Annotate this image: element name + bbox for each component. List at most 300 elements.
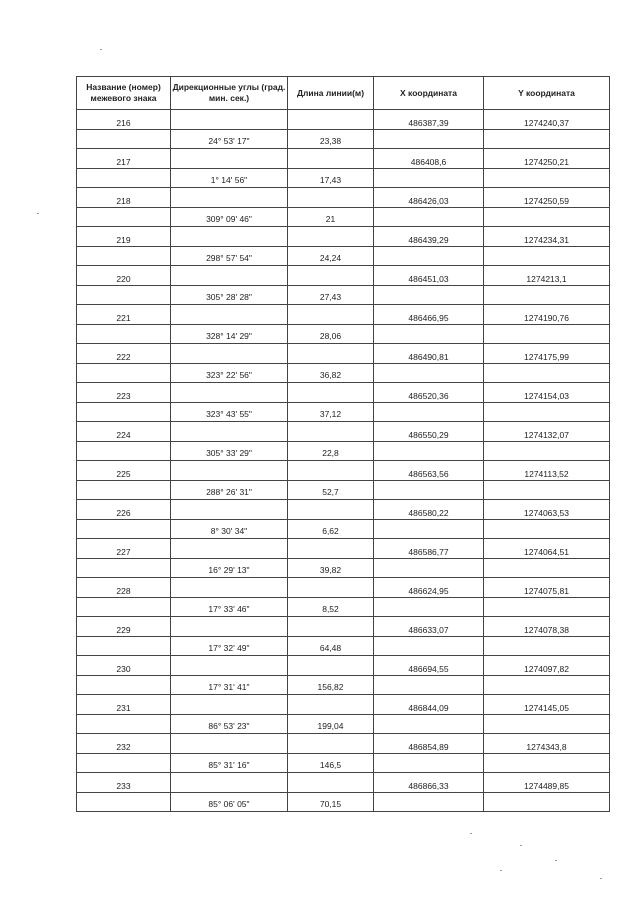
empty-x-cell [374,402,484,422]
point-name-cell [77,461,171,481]
empty-length-cell [288,149,374,169]
empty-name-cell [77,480,171,500]
point-row [77,578,610,598]
line-length: 52,7 [322,486,339,497]
table-header-row [77,77,610,110]
scan-speck [500,870,502,871]
direction-angle-cell [171,519,288,539]
point-name-cell [77,188,171,208]
direction-angle: 86° 53' 23" [208,720,250,731]
empty-y-cell [484,285,610,305]
x-coordinate-cell [374,578,484,598]
point-name-cell [77,227,171,247]
empty-angle-cell [171,383,288,403]
empty-name-cell [77,753,171,773]
line-length-cell [288,714,374,734]
point-name-cell [77,578,171,598]
empty-x-cell [374,792,484,812]
empty-angle-cell [171,305,288,325]
y-coordinate: 1274213,1 [526,274,567,285]
y-coordinate: 1274250,21 [524,157,569,168]
point-name: 222 [116,352,131,363]
direction-angle: 323° 43' 55" [206,408,252,419]
empty-y-cell [484,519,610,539]
empty-angle-cell [171,500,288,520]
y-coordinate-cell [484,773,610,793]
scan-speck [470,833,472,834]
line-length-cell [288,168,374,188]
empty-length-cell [288,695,374,715]
point-row [77,773,610,793]
empty-y-cell [484,714,610,734]
point-row [77,149,610,169]
empty-angle-cell [171,266,288,286]
x-coordinate: 486550,29 [408,430,449,441]
x-coordinate: 486866,33 [408,781,449,792]
y-coordinate-cell [484,149,610,169]
empty-x-cell [374,441,484,461]
y-coordinate: 1274113,52 [524,469,569,480]
direction-angle-cell [171,285,288,305]
segment-row [77,558,610,578]
x-coordinate: 486439,29 [408,235,449,246]
empty-length-cell [288,617,374,637]
empty-angle-cell [171,773,288,793]
line-length-cell [288,324,374,344]
segment-row [77,636,610,656]
segment-row [77,792,610,812]
x-coordinate-cell [374,422,484,442]
direction-angle-cell [171,324,288,344]
scan-speck [37,213,39,214]
empty-x-cell [374,129,484,149]
line-length: 28,06 [319,330,342,341]
direction-angle-cell [171,558,288,578]
empty-x-cell [374,597,484,617]
line-length-cell [288,480,374,500]
y-coordinate-cell [484,227,610,247]
empty-x-cell [374,480,484,500]
x-coordinate: 486520,36 [408,391,449,402]
point-row [77,656,610,676]
line-length: 37,12 [319,408,342,419]
empty-x-cell [374,519,484,539]
empty-y-cell [484,246,610,266]
x-coordinate-cell [374,734,484,754]
empty-y-cell [484,636,610,656]
point-name: 230 [116,664,131,675]
direction-angle: 24° 53' 17" [208,135,250,146]
point-name-cell [77,110,171,130]
point-name-cell [77,734,171,754]
x-coordinate: 486563,56 [408,469,449,480]
y-coordinate-cell [484,305,610,325]
x-coordinate-cell [374,344,484,364]
direction-angle-cell [171,129,288,149]
y-coordinate: 1274234,31 [524,235,569,246]
empty-x-cell [374,675,484,695]
point-name-cell [77,344,171,364]
point-name: 225 [116,469,131,480]
x-coordinate: 486426,03 [408,196,449,207]
segment-row [77,324,610,344]
empty-y-cell [484,363,610,383]
y-coordinate: 1274075,81 [524,586,569,597]
segment-row [77,363,610,383]
line-length-cell [288,675,374,695]
segment-row [77,129,610,149]
y-coordinate: 1274250,59 [524,196,569,207]
point-name-cell [77,617,171,637]
empty-length-cell [288,227,374,247]
empty-name-cell [77,402,171,422]
direction-angle-cell [171,714,288,734]
x-coordinate: 486466,95 [408,313,449,324]
point-row [77,188,610,208]
point-row [77,500,610,520]
empty-name-cell [77,675,171,695]
empty-y-cell [484,753,610,773]
y-coordinate: 1274190,76 [524,313,569,324]
segment-row [77,246,610,266]
empty-length-cell [288,500,374,520]
empty-angle-cell [171,344,288,364]
empty-name-cell [77,597,171,617]
empty-length-cell [288,266,374,286]
direction-angle: 17° 33' 46" [208,603,250,614]
x-coordinate: 486854,89 [408,742,449,753]
direction-angle-cell [171,246,288,266]
y-coordinate: 1274489,85 [524,781,569,792]
y-coordinate: 1274175,99 [524,352,569,363]
x-coordinate: 486694,55 [408,664,449,675]
x-coordinate-cell [374,383,484,403]
point-name: 232 [116,742,131,753]
segment-row [77,168,610,188]
line-length-cell [288,753,374,773]
line-length: 27,43 [319,291,342,302]
empty-name-cell [77,207,171,227]
empty-length-cell [288,656,374,676]
scan-speck [600,878,602,879]
y-coordinate-cell [484,578,610,598]
x-coordinate: 486490,81 [408,352,449,363]
empty-name-cell [77,129,171,149]
y-coordinate-cell [484,656,610,676]
line-length: 39,82 [319,564,342,575]
empty-angle-cell [171,461,288,481]
point-row [77,110,610,130]
empty-x-cell [374,285,484,305]
x-coordinate: 486633,07 [408,625,449,636]
line-length-cell [288,207,374,227]
empty-x-cell [374,324,484,344]
direction-angle-cell [171,168,288,188]
direction-angle-cell [171,636,288,656]
line-length: 6,62 [322,525,339,536]
line-length-cell [288,792,374,812]
direction-angle-cell [171,792,288,812]
y-coordinate-cell [484,110,610,130]
point-row [77,305,610,325]
direction-angle: 288° 26' 31" [206,486,252,497]
empty-y-cell [484,558,610,578]
empty-y-cell [484,480,610,500]
y-coordinate-cell [484,422,610,442]
y-coordinate-cell [484,266,610,286]
y-coordinate: 1274154,03 [524,391,569,402]
segment-row [77,519,610,539]
empty-name-cell [77,324,171,344]
y-coordinate: 1274078,38 [524,625,569,636]
empty-x-cell [374,558,484,578]
empty-name-cell [77,441,171,461]
empty-length-cell [288,344,374,364]
empty-length-cell [288,578,374,598]
point-row [77,266,610,286]
line-length-cell [288,441,374,461]
empty-angle-cell [171,695,288,715]
segment-row [77,207,610,227]
empty-y-cell [484,792,610,812]
y-coordinate: 1274063,53 [524,508,569,519]
empty-length-cell [288,188,374,208]
y-coordinate-cell [484,344,610,364]
point-row [77,383,610,403]
point-name-cell [77,149,171,169]
header-x-coordinate: X координата [374,77,484,110]
segment-row [77,714,610,734]
empty-y-cell [484,207,610,227]
point-name: 220 [116,274,131,285]
empty-x-cell [374,714,484,734]
direction-angle-cell [171,597,288,617]
empty-y-cell [484,675,610,695]
x-coordinate-cell [374,110,484,130]
x-coordinate-cell [374,500,484,520]
empty-angle-cell [171,539,288,559]
point-name: 219 [116,235,131,246]
direction-angle-cell [171,675,288,695]
direction-angle-cell [171,207,288,227]
empty-angle-cell [171,149,288,169]
line-length: 64,48 [319,642,342,653]
point-row [77,695,610,715]
x-coordinate-cell [374,773,484,793]
segment-row [77,675,610,695]
empty-name-cell [77,714,171,734]
direction-angle-cell [171,402,288,422]
line-length: 146,5 [319,759,342,770]
point-name-cell [77,305,171,325]
point-name: 221 [116,313,131,324]
empty-angle-cell [171,188,288,208]
line-length: 156,82 [317,681,344,692]
empty-angle-cell [171,110,288,130]
empty-x-cell [374,246,484,266]
empty-angle-cell [171,578,288,598]
y-coordinate-cell [484,539,610,559]
segment-row [77,285,610,305]
empty-y-cell [484,441,610,461]
y-coordinate: 1274343,8 [526,742,567,753]
point-row [77,734,610,754]
point-name-cell [77,422,171,442]
empty-y-cell [484,168,610,188]
point-row [77,617,610,637]
x-coordinate-cell [374,656,484,676]
y-coordinate-cell [484,383,610,403]
empty-length-cell [288,383,374,403]
header-line-length: Длина линии(м) [288,77,374,110]
empty-x-cell [374,207,484,227]
point-row [77,539,610,559]
y-coordinate-cell [484,500,610,520]
empty-name-cell [77,519,171,539]
empty-x-cell [374,636,484,656]
empty-angle-cell [171,617,288,637]
direction-angle: 328° 14' 29" [206,330,252,341]
y-coordinate: 1274145,05 [524,703,569,714]
x-coordinate: 486408,6 [410,157,447,168]
header-direction-angle: Дирекционные углы (град. мин. сек.) [171,77,288,110]
y-coordinate-cell [484,617,610,637]
empty-angle-cell [171,734,288,754]
line-length: 36,82 [319,369,342,380]
empty-y-cell [484,597,610,617]
x-coordinate-cell [374,266,484,286]
direction-angle: 298° 57' 54" [206,252,252,263]
point-name-cell [77,500,171,520]
point-name-cell [77,773,171,793]
line-length: 70,15 [319,798,342,809]
line-length-cell [288,597,374,617]
empty-x-cell [374,168,484,188]
line-length: 8,52 [322,603,339,614]
y-coordinate-cell [484,188,610,208]
point-name-cell [77,695,171,715]
direction-angle: 323° 22' 56" [206,369,252,380]
point-name: 227 [116,547,131,558]
empty-y-cell [484,402,610,422]
direction-angle: 17° 32' 49" [208,642,250,653]
line-length: 23,38 [319,135,342,146]
empty-name-cell [77,792,171,812]
empty-length-cell [288,539,374,559]
line-length: 199,04 [317,720,344,731]
empty-length-cell [288,110,374,130]
empty-name-cell [77,246,171,266]
line-length-cell [288,558,374,578]
empty-name-cell [77,636,171,656]
line-length-cell [288,285,374,305]
segment-row [77,402,610,422]
x-coordinate: 486624,95 [408,586,449,597]
empty-angle-cell [171,422,288,442]
point-name: 228 [116,586,131,597]
segment-row [77,753,610,773]
line-length: 21 [325,213,336,224]
point-name: 224 [116,430,131,441]
direction-angle: 309° 09' 46" [206,213,252,224]
line-length-cell [288,402,374,422]
empty-name-cell [77,363,171,383]
point-name: 233 [116,781,131,792]
x-coordinate-cell [374,227,484,247]
empty-length-cell [288,305,374,325]
direction-angle: 85° 06' 05" [208,798,250,809]
line-length-cell [288,246,374,266]
point-name-cell [77,539,171,559]
direction-angle: 16° 29' 13" [208,564,250,575]
y-coordinate: 1274132,07 [524,430,569,441]
empty-name-cell [77,168,171,188]
y-coordinate-cell [484,734,610,754]
line-length: 24,24 [319,252,342,263]
segment-row [77,441,610,461]
point-name-cell [77,266,171,286]
line-length: 17,43 [319,174,342,185]
x-coordinate-cell [374,539,484,559]
scan-speck [520,845,522,846]
direction-angle-cell [171,753,288,773]
x-coordinate: 486586,77 [408,547,449,558]
empty-length-cell [288,422,374,442]
point-name-cell [77,383,171,403]
empty-x-cell [374,753,484,773]
segment-row [77,480,610,500]
line-length-cell [288,363,374,383]
scan-speck [555,860,557,861]
direction-angle: 85° 31' 16" [208,759,250,770]
y-coordinate-cell [484,695,610,715]
point-row [77,344,610,364]
scan-speck [100,49,102,50]
table-body [77,110,610,812]
point-name: 226 [116,508,131,519]
empty-name-cell [77,285,171,305]
y-coordinate-cell [484,461,610,481]
direction-angle: 1° 14' 56" [210,174,248,185]
boundary-coordinates-table [76,76,610,812]
direction-angle-cell [171,441,288,461]
empty-y-cell [484,129,610,149]
empty-length-cell [288,461,374,481]
point-name: 223 [116,391,131,402]
point-name: 231 [116,703,131,714]
empty-name-cell [77,558,171,578]
header-point-name: Название (номер) межевого знака [77,77,171,110]
direction-angle: 305° 33' 29" [206,447,252,458]
point-row [77,227,610,247]
line-length-cell [288,636,374,656]
direction-angle: 305° 28' 28" [206,291,252,302]
x-coordinate-cell [374,305,484,325]
x-coordinate: 486844,09 [408,703,449,714]
y-coordinate: 1274097,82 [524,664,569,675]
direction-angle: 8° 30' 34" [210,525,248,536]
point-name: 218 [116,196,131,207]
y-coordinate: 1274240,37 [524,118,569,129]
point-name: 216 [116,118,131,129]
x-coordinate: 486387,39 [408,118,449,129]
x-coordinate-cell [374,149,484,169]
point-row [77,461,610,481]
point-name: 217 [116,157,131,168]
point-name: 229 [116,625,131,636]
line-length-cell [288,519,374,539]
x-coordinate-cell [374,188,484,208]
